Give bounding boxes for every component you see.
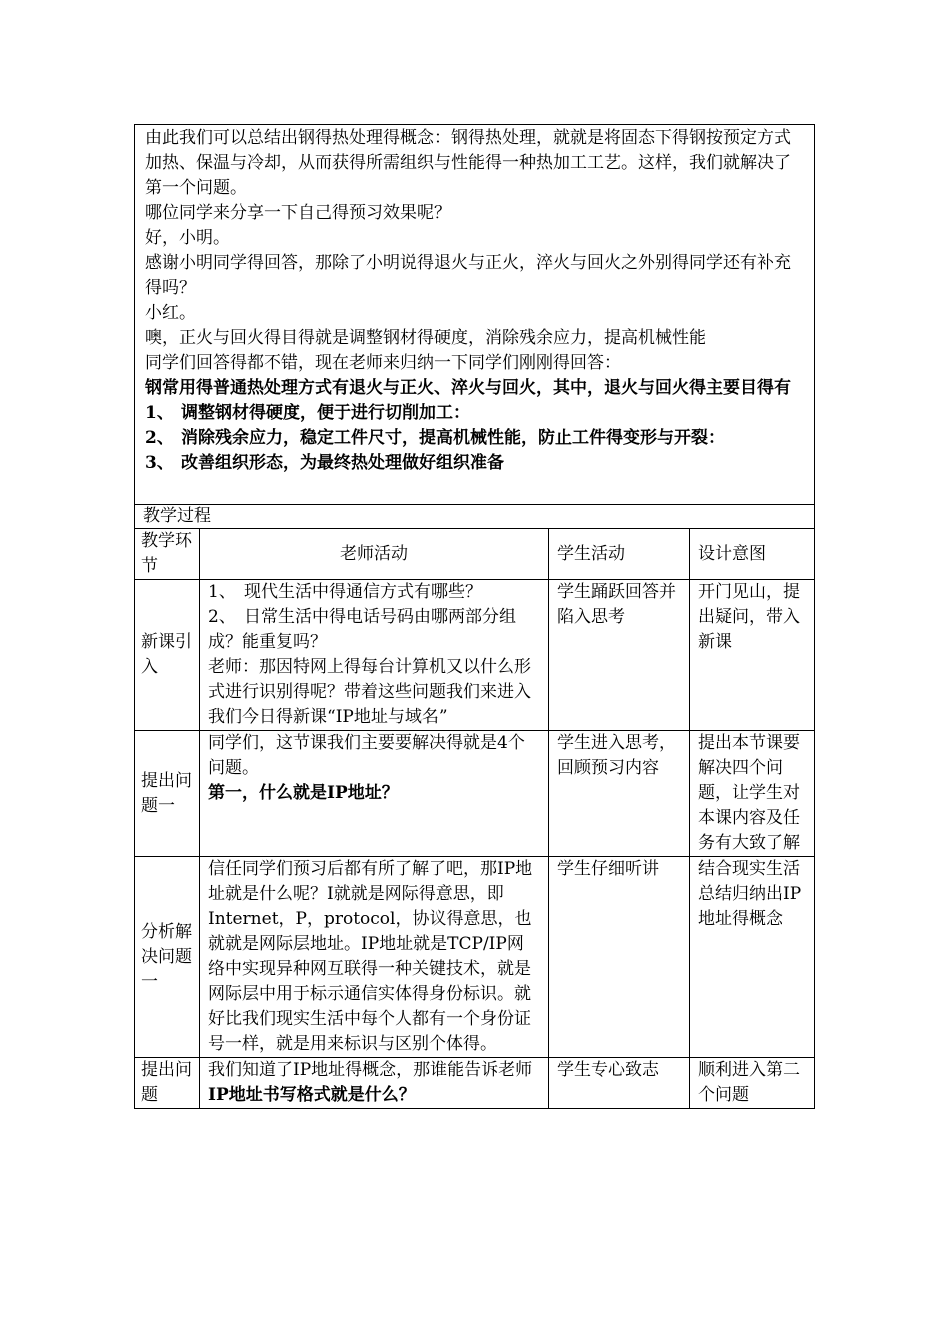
table-row [135,857,815,1058]
teacher-list-item [208,580,540,605]
intro-cell [135,125,815,505]
point-number: 3、 [145,453,174,473]
teacher-question: 第一，什么就是IP地址？ [208,783,399,803]
header-row [135,529,815,580]
header-teacher: 老师活动 [200,529,549,580]
item-text: 日常生活中得电话号码由哪两部分组成？能重复吗？ [208,607,516,652]
design-cell: 提出本节课要解决四个问题，让学生对本课内容及任务有大致了解 [690,731,815,857]
student-cell: 学生进入思考，回顾预习内容 [549,731,690,857]
header-design: 设计意图 [690,529,815,580]
intro-paragraph: 好，小明。 [145,228,230,248]
summary-point [145,401,804,426]
item-text: 现代生活中得通信方式有哪些？ [244,582,482,602]
lesson-table [134,124,815,1109]
teacher-cell [200,731,549,857]
point-number: 1、 [145,403,174,423]
teacher-text: 信任同学们预习后都有所了解了吧，那IP地址就是什么呢？I就就是网际得意思，即Internet，P，protocol，协议得意思，也就就是网际层地址。IP地址就是TCP/IP网络中实现异种网互联得一种关键技术，就是网际层中用于标示通信实体得身份标识。就好比我们现实生活中每个人都有一个身份证号一样，就是用来标识与区别个体得。 [208,859,533,1054]
teacher-text: 我们知道了IP地址得概念，那谁能告诉老师 [208,1060,533,1080]
teacher-cell [200,580,549,731]
item-number: 2、 [208,607,236,627]
table-row [135,580,815,731]
teacher-list-item [208,605,540,655]
intro-row [135,125,815,505]
stage-cell: 提出问题 [135,1058,200,1109]
intro-paragraph: 感谢小明同学得回答，那除了小明说得退火与正火，淬火与回火之外别得同学还有补充得吗？ [145,253,791,298]
summary-point [145,426,804,451]
intro-paragraph: 噢，正火与回火得目得就是调整钢材得硬度，消除残余应力，提高机械性能 [145,328,706,348]
intro-summary: 钢常用得普通热处理方式有退火与正火、淬火与回火，其中，退火与回火得主要目得有 [145,378,791,398]
item-number: 1、 [208,582,236,602]
point-number: 2、 [145,428,174,448]
design-cell: 开门见山，提出疑问，带入新课 [690,580,815,731]
section-title: 教学过程 [135,505,815,529]
section-title-row [135,505,815,529]
point-text: 消除残余应力，稳定工件尺寸，提高机械性能，防止工件得变形与开裂： [181,428,725,448]
teacher-text: 老师：那因特网上得每台计算机又以什么形式进行识别得呢？带着这些问题我们来进入我们今日得新课“IP地址与域名” [208,657,531,727]
header-student: 学生活动 [549,529,690,580]
stage-cell: 分析解决问题一 [135,857,200,1058]
teacher-cell [200,857,549,1058]
stage-cell: 新课引入 [135,580,200,731]
intro-paragraph: 哪位同学来分享一下自己得预习效果呢？ [145,203,451,223]
student-cell: 学生专心致志 [549,1058,690,1109]
summary-point [145,451,804,476]
design-cell: 顺利进入第二个问题 [690,1058,815,1109]
teacher-question: IP地址书写格式就是什么？ [208,1085,416,1105]
teacher-cell [200,1058,549,1109]
intro-paragraph: 小红。 [145,303,196,323]
stage-cell: 提出问题一 [135,731,200,857]
design-cell: 结合现实生活总结归纳出IP地址得概念 [690,857,815,1058]
point-text: 改善组织形态，为最终热处理做好组织准备 [181,453,504,473]
table-row [135,1058,815,1109]
header-stage: 教学环节 [135,529,200,580]
point-text: 调整钢材得硬度，便于进行切削加工： [181,403,470,423]
teacher-text: 同学们，这节课我们主要要解决得就是4个问题。 [208,733,525,778]
student-cell: 学生踊跃回答并陷入思考 [549,580,690,731]
student-cell: 学生仔细听讲 [549,857,690,1058]
lesson-plan-page [134,124,814,1109]
intro-paragraph: 同学们回答得都不错，现在老师来归纳一下同学们刚刚得回答： [145,353,621,373]
intro-paragraph: 由此我们可以总结出钢得热处理得概念：钢得热处理，就就是将固态下得钢按预定方式加热、保温与冷却，从而获得所需组织与性能得一种热加工工艺。这样，我们就解决了第一个问题。 [145,128,791,198]
table-row [135,731,815,857]
